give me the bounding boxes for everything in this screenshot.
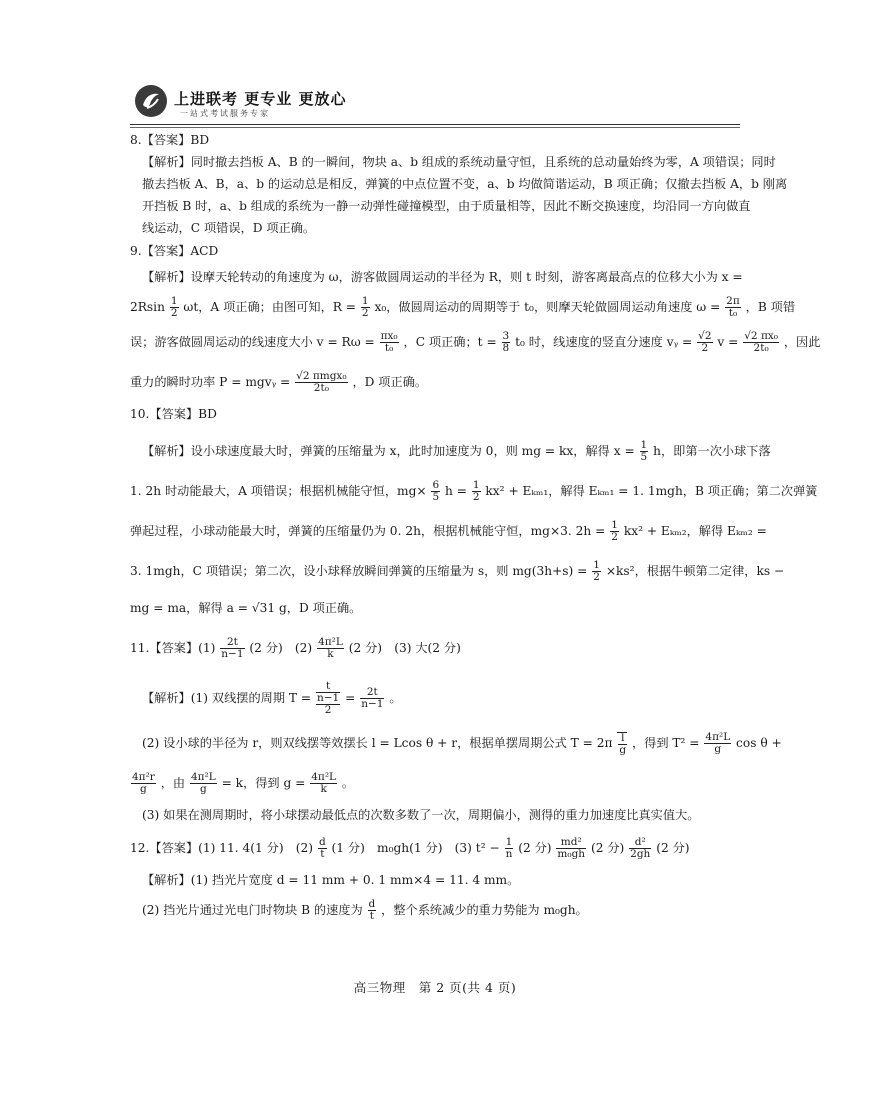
text: 1. 2h 时动能最大，A 项错误；根据机械能守恒，mg× — [130, 484, 427, 498]
fraction-part: 2gh — [630, 848, 651, 860]
fraction — [295, 371, 347, 394]
text: v = — [717, 335, 739, 349]
fraction-part: t — [320, 848, 325, 860]
q12-line — [142, 893, 742, 927]
text: ，得到 T² = — [631, 736, 700, 750]
text: 误；游客做圆周运动的线速度大小 v = Rω = — [130, 335, 375, 349]
q10-analysis — [130, 431, 818, 625]
q9-line — [130, 292, 796, 322]
fraction-part: 2 — [472, 491, 480, 503]
brand-slogan: 上进联考 更专业 更放心 — [174, 90, 347, 108]
fraction-part: 2 — [593, 571, 600, 583]
text: 2Rsin — [130, 300, 165, 314]
fraction-part: g — [619, 743, 627, 756]
fraction-part: 1 — [170, 295, 178, 307]
text: (2 分) (2) — [249, 641, 313, 655]
text: 弹起过程，小球动能最大时，弹簧的压缩量仍为 0. 2h，根据机械能守恒，mg×3. 2h = — [130, 524, 606, 538]
q12-line: 【解析】(1) 挡光片宽度 d = 11 mm + 0. 1 mm×4 = 11. 4 mm。 — [142, 873, 520, 887]
text: ，由 — [160, 776, 186, 790]
q11-line — [130, 723, 782, 763]
fraction — [316, 681, 340, 716]
fraction — [368, 899, 377, 922]
q11-analysis — [130, 673, 782, 827]
q8-line: 开挡板 B 时，a、b 组成的系统为一静一动弹性碰撞模型，由于质量相等，因此不断交换速度，均沿同一方向做直 — [142, 199, 751, 213]
fraction-part: n−1 — [361, 698, 384, 710]
fraction — [617, 732, 627, 756]
fraction — [502, 331, 511, 354]
text: (2) 挡光片通过光电门时物块 B 的速度为 — [142, 903, 363, 917]
fraction — [505, 837, 514, 860]
q8-line: 线运动，C 项错误，D 项正确。 — [142, 221, 316, 235]
fraction-part: n — [505, 848, 513, 860]
fraction-part: 2t₀ — [753, 342, 769, 354]
text: ，B 项错 — [745, 300, 796, 314]
fraction — [704, 732, 731, 755]
fraction — [190, 772, 217, 795]
text: 重力的瞬时功率 P = mgvᵧ = — [130, 375, 291, 389]
fraction-part: 2 — [170, 307, 178, 319]
fraction-part: 4π²L — [190, 771, 216, 783]
text: 11.【答案】(1) — [130, 641, 216, 655]
fraction — [697, 331, 712, 354]
fraction-part: md² — [556, 837, 586, 849]
fraction-part: g — [199, 783, 207, 795]
fraction-part: 5 — [432, 491, 440, 503]
text: ，因此 — [783, 335, 821, 349]
q11-answer — [130, 631, 742, 665]
text: 。 — [389, 691, 402, 705]
text: ，C 项正确；t = — [403, 335, 497, 349]
q10-answer: 10.【答案】BD — [130, 407, 217, 421]
fraction-part: 8 — [502, 342, 510, 354]
fraction-part: 1 — [640, 439, 648, 451]
fraction-part: d — [318, 836, 326, 848]
fraction-part: 4π²L — [318, 636, 343, 648]
text: 【解析】(1) 双线摆的周期 T = — [142, 691, 312, 705]
text: kx² + Eₖₘ₁，解得 Eₖₘ₁ = 1. 1mgh，B 项正确；第二次弹簧 — [485, 484, 818, 498]
fraction-part: 2 — [701, 342, 709, 354]
fraction — [592, 560, 601, 583]
fraction — [472, 480, 481, 503]
fraction — [629, 837, 651, 860]
fraction-part: m₀gh — [557, 848, 586, 860]
fraction-part: g — [714, 743, 722, 755]
fraction-part: 4π²r — [132, 771, 155, 783]
fraction-part: t — [369, 910, 375, 922]
q8-line: 【解析】同时撤去挡板 A、B 的一瞬间，物块 a、b 组成的系统动量守恒，且系统的总动量始终为零，A 项错误；同时 — [142, 155, 776, 169]
text: = k，得到 g = — [221, 776, 306, 790]
fraction-part: d² — [629, 837, 651, 849]
fraction — [431, 480, 440, 503]
q11-line — [130, 763, 742, 803]
q10-line — [142, 431, 771, 471]
text: 【解析】设小球速度最大时，弹簧的压缩量为 x，此时加速度为 0，则 mg = kx，解得 x = — [142, 444, 635, 458]
fraction-part: n−1 — [221, 648, 244, 660]
fraction-part: 2t — [360, 687, 384, 699]
fraction-part: n−1 — [316, 692, 340, 704]
fraction-part: √2 πx₀ — [744, 330, 778, 342]
header-rule — [130, 124, 740, 125]
text: ，整个系统减少的重力势能为 m₀gh。 — [381, 903, 588, 917]
fraction-part: 2t — [220, 637, 244, 649]
fraction — [318, 837, 327, 860]
fraction-part: 6 — [432, 479, 440, 491]
q11-line: (3) 如果在测周期时，将小球摆动最低点的次数多数了一次，周期偏小，测得的重力加速度比真实值大。 — [142, 808, 700, 822]
q8-answer: 8.【答案】BD — [130, 133, 210, 147]
fraction-part: t — [316, 681, 340, 693]
fraction-part: 1 — [505, 836, 513, 848]
text: (2 分) (3) 大(2 分) — [348, 641, 461, 655]
fraction — [610, 520, 619, 543]
fraction-part: t₀ — [384, 342, 394, 354]
q10-line — [130, 511, 767, 551]
text: t₀ 时，线速度的竖直分速度 vᵧ = — [515, 335, 693, 349]
text: (1 分) m₀gh(1 分) (3) t² − — [331, 841, 500, 855]
fraction-part: 1 — [361, 295, 369, 307]
text: x₀，做圆周运动的周期等于 t₀，则摩天轮做圆周运动角速度 ω = — [374, 300, 721, 314]
fraction-part: 2t₀ — [313, 382, 329, 394]
text: 12.【答案】(1) 11. 4(1 分) (2) — [130, 841, 314, 855]
text: g，D 项正确。 — [278, 601, 362, 615]
page-footer: 高三物理 第 2 页(共 4 页) — [353, 980, 517, 995]
text: (2 分) — [518, 841, 552, 855]
fraction-part: k — [327, 648, 334, 660]
text: (2) 设小球的半径为 r，则双线摆等效摆长 l = Lcos θ + r，根据单摆周期公式 T = 2π — [142, 736, 613, 750]
fraction-part: 5 — [640, 451, 648, 463]
fraction — [725, 296, 741, 319]
brand-tagline: 一站式考试服务专家 — [180, 109, 270, 118]
q11-line: 【解析】(1) 双线摆的周期 T = t n−1 2 = $\frac{2t}{n-1}$ 。 — [142, 680, 402, 716]
q8-analysis — [130, 151, 788, 239]
page-header — [130, 78, 740, 124]
fraction-part: 2 — [324, 704, 332, 716]
q12-answer — [130, 831, 742, 865]
q8-line: 撤去挡板 A、B，a、b 的运动总是相反，弹簧的中点位置不变，a、b 均做简谐运动，B 项正确；仅撤去挡板 A，b 刚离 — [142, 177, 788, 191]
fraction-part: d — [368, 898, 376, 910]
fraction-part: 4π²L — [705, 731, 731, 743]
q9-analysis — [130, 262, 821, 402]
sqrt-expression: √31 — [251, 601, 276, 615]
fraction-part: 2 — [361, 307, 369, 319]
fraction-part: k — [320, 783, 327, 795]
q9-answer: 9.【答案】ACD — [130, 244, 219, 258]
fraction — [220, 637, 244, 660]
q10-line — [130, 591, 742, 625]
q10-line — [130, 471, 818, 511]
fraction — [170, 296, 179, 319]
text: h = — [445, 484, 467, 498]
text: 。 — [341, 776, 355, 790]
q9-line — [130, 362, 742, 402]
text: ，D 项正确。 — [352, 375, 428, 389]
fraction-part: 3 — [502, 330, 510, 342]
q12-analysis — [130, 867, 742, 927]
text: cos θ + — [736, 736, 782, 750]
text: (2 分) — [656, 841, 690, 855]
fraction — [310, 772, 337, 795]
fraction-part: 1 — [472, 479, 480, 491]
q9-line: 【解析】设摩天轮转动的角速度为 ω，游客做圆周运动的半径为 R，则 t 时刻，游客离最高点的位移大小为 x = — [142, 270, 743, 284]
fraction — [131, 772, 156, 795]
text: h，即第一次小球下落 — [653, 444, 771, 458]
fraction-part: πx₀ — [380, 330, 398, 342]
fraction-part: 1 — [611, 519, 618, 531]
fraction — [361, 296, 370, 319]
fraction — [317, 637, 344, 660]
text: ×ks²，根据牛顿第二定律，ks − — [605, 564, 785, 578]
fraction-part: l — [618, 733, 627, 745]
text: kx² + Eₖₘ₂，解得 Eₖₘ₂ = — [623, 524, 767, 538]
fraction-part: 4π²L — [311, 771, 337, 783]
fraction-part: g — [140, 783, 147, 795]
logo-icon — [134, 84, 168, 118]
text: 3. 1mgh，C 项错误；第二次，设小球释放瞬间弹簧的压缩量为 s，则 mg(3h+s) = — [130, 564, 588, 578]
fraction-part: √2 — [698, 330, 712, 342]
answer-content — [130, 128, 821, 927]
fraction-part: 1 — [593, 559, 600, 571]
fraction-part: 2 — [611, 531, 618, 543]
text: ωt，A 项正确；由图可知，R = — [183, 300, 357, 314]
fraction — [556, 837, 586, 860]
q10-line — [130, 551, 785, 591]
q9-line — [130, 322, 821, 362]
text: (2 分) — [590, 841, 625, 855]
fraction — [360, 687, 384, 710]
fraction-part: t₀ — [728, 307, 738, 319]
text: mg = ma，解得 a = — [130, 601, 248, 615]
fraction-part: 2π — [726, 295, 740, 307]
fraction — [743, 331, 779, 354]
fraction — [640, 440, 649, 463]
fraction — [380, 331, 399, 354]
fraction-part: √2 πmgx₀ — [296, 370, 347, 382]
